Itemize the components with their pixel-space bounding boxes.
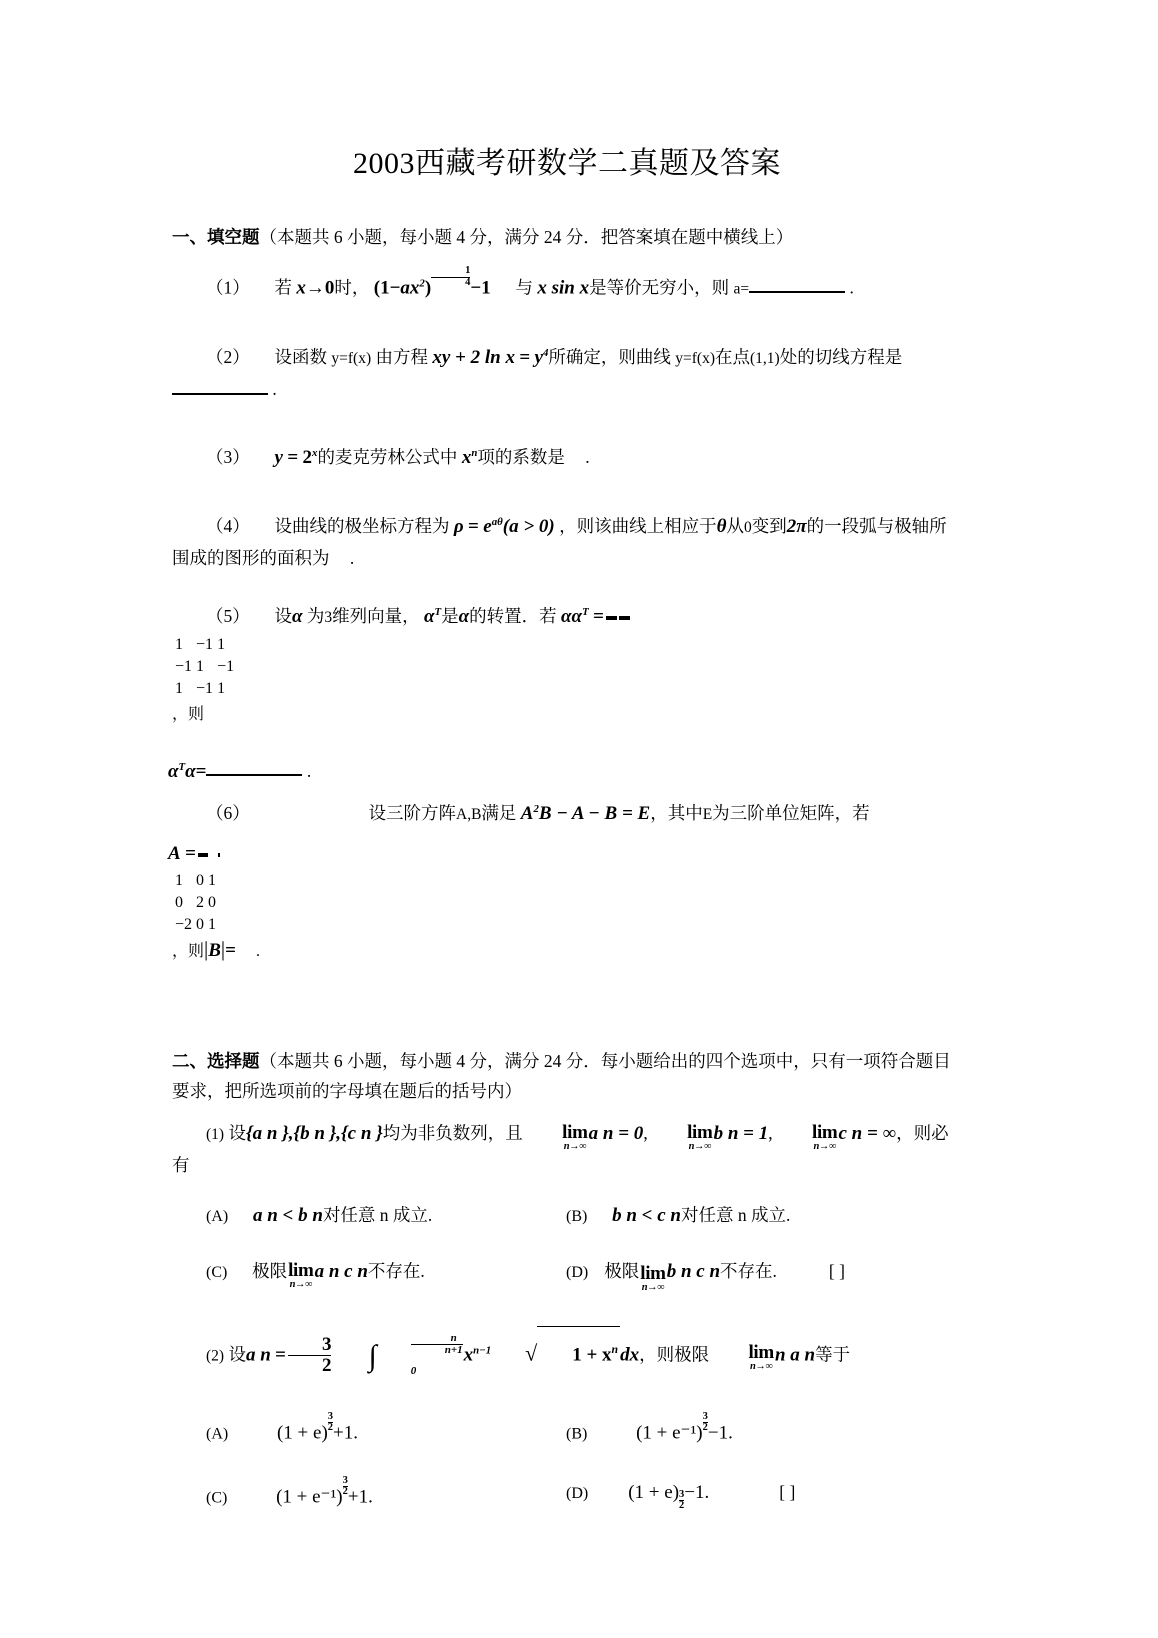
q2-text-c: 所确定，则曲线 (548, 347, 671, 368)
q1-expr-close: ) (424, 277, 432, 299)
c2-opt-A-exp-num: 3 (327, 1410, 334, 1422)
c2-answer-bracket[interactable]: [ ] (779, 1482, 796, 1503)
c1-opt-D-limit (640, 1264, 666, 1294)
q5-alpha-transpose: α (424, 605, 435, 627)
q5-tail-alpha: α (185, 760, 196, 782)
q4-text-e: 的一段弧与极轴所围成的图形的面积为 (172, 515, 947, 568)
c1-opt-B-expr: b n < c n (612, 1205, 681, 1227)
c2-an: a n (245, 1344, 271, 1366)
q5-text-a: 设 (274, 605, 292, 626)
c2-sqrt-body (537, 1326, 620, 1378)
q2-eq-left: xy + 2 ln x (432, 347, 515, 369)
q3-number: （3） (206, 446, 250, 467)
q5-text-d: 是 (441, 605, 459, 626)
q5-text-c: 维列向量， (332, 605, 420, 626)
choice-option-C[interactable] (206, 1256, 566, 1292)
q5-aat: αα (561, 605, 583, 627)
q5-alpha-transpose-sup: T (434, 605, 442, 618)
c1-opt-D-tail: 不存在. (720, 1261, 777, 1282)
q6-period: . (255, 943, 260, 961)
c1-limit-2 (653, 1123, 713, 1153)
q2-period: . (272, 379, 277, 400)
q2-point: (1,1) (750, 350, 780, 368)
q6-cell: 0 (196, 916, 205, 934)
q3-text-b: 项的系数是 (477, 446, 565, 467)
c2-opt-B-exp (703, 1412, 708, 1434)
q1-exp-den: 4 (431, 277, 470, 289)
c1-opt-C-expr: a n c n (314, 1261, 368, 1283)
c2-opt-C-base: (1 + e⁻¹) (276, 1486, 343, 1508)
c2-opt-D-tail: −1. (684, 1482, 710, 1504)
q4-text-c: 从 (726, 515, 744, 536)
q5-cell: −1 (196, 635, 214, 653)
q1-answer-blank[interactable] (749, 275, 845, 293)
q5-eq: = (593, 605, 604, 627)
q2-eq-right: y (534, 347, 543, 369)
q6-matrix-row (174, 893, 217, 913)
q1-text-d: 是等价无穷小，则 (589, 277, 730, 298)
c1-text-b: 均为非负数列，且 (382, 1123, 523, 1144)
q6-cell: 1 (208, 872, 217, 890)
q6-cell: 0 (196, 872, 205, 890)
c1-lim-2-op: lim (687, 1121, 713, 1143)
c2-opt-D-exp-num: 3 (679, 1488, 685, 1500)
q6-cell: 1 (208, 916, 217, 934)
q5-text-f: ，则 (172, 705, 205, 723)
q5-tail-eq: = (195, 760, 207, 782)
c1-text-a: 设 (228, 1123, 246, 1144)
q2-eq-right-sup: 4 (542, 347, 549, 360)
q6-number: （6） (206, 803, 250, 824)
q5-alpha-1: α (292, 605, 303, 627)
c2-opt-C-exp-den: 2 (342, 1486, 348, 1498)
c1-lim-3-op: lim (811, 1121, 838, 1143)
q2-eq-sign: = (519, 347, 531, 369)
q1-xsinx: x sin x (537, 277, 590, 299)
q4-cond: (a > 0) (502, 515, 555, 537)
choice2-option-A[interactable] (206, 1410, 566, 1449)
c2-opt-B-label: (B) (566, 1425, 588, 1443)
c1-lim-1-op: lim (562, 1121, 588, 1143)
c1-opt-C-prefix: 极限 (252, 1261, 288, 1282)
c2-opt-A-exp-den: 2 (327, 1422, 334, 1434)
q6-matrix-row (174, 871, 217, 891)
c2-dx: dx (620, 1344, 640, 1366)
q5-answer-blank[interactable] (206, 758, 302, 776)
q2-number: （2） (206, 347, 250, 368)
c1-limit-1 (528, 1123, 588, 1153)
c1-comma-1: , (643, 1123, 648, 1144)
c2-int-lower: 0 (410, 1364, 417, 1377)
q3-xn-sup: n (471, 447, 478, 460)
c1-lim-3-under: n→∞ (813, 1140, 836, 1152)
fill-question-6 (172, 794, 962, 830)
choice-question-1 (172, 1118, 962, 1180)
c2-opt-B-base: (1 + e⁻¹) (636, 1422, 703, 1444)
q1-label-a: a= (733, 280, 750, 298)
q4-rho: ρ (453, 515, 464, 537)
q2-text-b: 由方程 (375, 347, 428, 368)
c1-opt-D-prefix: 极限 (604, 1261, 640, 1282)
section-2-heading-detail: （本题共 6 小题，每小题 4 分，满分 24 分．每小题给出的四个选项中，只有一项符合题目要求，把所选项前的字母填在题后的括号内） (172, 1051, 951, 1102)
choice2-option-B[interactable] (566, 1410, 926, 1449)
q5-cell: 1 (217, 635, 226, 653)
q6-a-eq: = (185, 843, 196, 865)
c2-coef-num: 3 (321, 1333, 332, 1355)
q1-expr-a: ax (400, 277, 420, 299)
q1-text-a: 若 (274, 277, 292, 298)
c1-opt-B-label: (B) (566, 1208, 588, 1226)
q6-det-b: |B| (204, 937, 226, 962)
q2-text-a: 设函数 (274, 347, 327, 368)
q6-cell: 0 (175, 894, 183, 912)
q1-minus-one: −1 (470, 277, 491, 299)
q1-exp-num: 1 (465, 265, 471, 277)
c2-integrand-x: x (463, 1344, 474, 1366)
choice-question-1-options-row-1 (172, 1200, 962, 1232)
q5-cell: 1 (175, 635, 183, 653)
c2-lim-body: n a n (774, 1344, 816, 1366)
q6-cell: 1 (175, 872, 183, 890)
c1-opt-C-tail: 不存在. (367, 1261, 425, 1282)
c2-opt-B-exp-num: 3 (702, 1410, 708, 1422)
q5-aat-sup: T (582, 605, 589, 618)
q1-var-x: x (296, 277, 306, 299)
q6-text-c: ，其中 (650, 803, 703, 824)
q3-two-sup: x (312, 447, 318, 460)
q3-xn: x (461, 446, 472, 468)
c2-int-upper (377, 1333, 463, 1356)
q6-eq-expr: A (520, 803, 534, 825)
q4-e-sup: aθ (491, 515, 503, 528)
q6-text-d: 为三阶单位矩阵，若 (712, 803, 870, 824)
q5-cell: 1 (175, 679, 183, 697)
choice-option-B[interactable] (566, 1200, 926, 1232)
q6-eq-sup: 2 (533, 803, 539, 816)
q1-arrow: → (305, 277, 325, 299)
q5-cell: −1 (217, 657, 235, 675)
c2-opt-C-label: (C) (206, 1489, 228, 1507)
q4-twopi: 2π (786, 515, 807, 537)
q5-matrix-row (174, 679, 235, 699)
c2-opt-A-exp (328, 1412, 333, 1434)
c1-text-c: ，则必有 (172, 1123, 949, 1176)
choice-question-2-options-row-1 (172, 1410, 962, 1449)
c1-opt-A-tail: 对任意 n 成立. (322, 1205, 433, 1226)
q4-period: . (349, 547, 355, 568)
c2-opt-D-exp (679, 1490, 684, 1512)
c2-opt-B-exp-den: 2 (702, 1422, 708, 1434)
c1-opt-B-tail: 对任意 n 成立. (680, 1205, 791, 1226)
c2-limit (714, 1343, 774, 1373)
q4-text-d: 变到 (751, 515, 787, 536)
q3-two: 2 (302, 446, 313, 468)
c2-sqrt-sup: n (611, 1342, 619, 1356)
q5-alpha-2: α (458, 605, 470, 627)
q2-text-e: 处的切线方程是 (779, 347, 903, 368)
fill-question-5-tail (168, 752, 962, 787)
choice-question-2-options-row-2 (172, 1474, 962, 1513)
q4-theta: θ (716, 515, 727, 537)
integral-icon: ∫ (368, 1339, 377, 1373)
c2-opt-A-base: (1 + e) (276, 1422, 328, 1444)
q6-text-e: ，则 (172, 943, 205, 961)
c1-limit-3 (778, 1123, 838, 1153)
q5-number: （5） (206, 605, 250, 626)
q6-matrix (198, 853, 220, 857)
c2-opt-D-base: (1 + e) (628, 1482, 680, 1504)
q1-exponent-fraction (431, 266, 470, 288)
q5-cell: 1 (196, 657, 205, 675)
q6-a-label: A (168, 843, 181, 865)
q6-cell: 0 (208, 894, 217, 912)
fill-question-5 (172, 597, 962, 633)
c1-lim-1-under: n→∞ (563, 1140, 587, 1152)
c2-opt-C-exp (343, 1476, 348, 1498)
choice2-option-C[interactable] (206, 1474, 566, 1513)
c1-opt-D-expr: b n c n (666, 1261, 721, 1283)
c1-opt-D-label: (D) (566, 1264, 589, 1282)
q5-cell: −1 (175, 657, 193, 675)
c2-sqrt (491, 1326, 620, 1378)
choice2-option-D[interactable] (566, 1477, 926, 1513)
page-title: 2003西藏考研数学二真题及答案 (353, 147, 781, 180)
q3-text-a: 的麦克劳林公式中 (317, 446, 458, 467)
c2-opt-D-exp-den: 2 (679, 1500, 685, 1512)
section-1-heading-detail: （本题共 6 小题，每小题 4 分，满分 24 分．把答案填在题中横线上） (259, 227, 794, 247)
q5-text-e: 的转置．若 (469, 605, 557, 626)
c2-lim-under: n→∞ (750, 1361, 773, 1373)
section-1-heading (172, 222, 962, 252)
choice-question-1-options-row-2 (172, 1256, 962, 1292)
c1-opt-D-lim-under: n→∞ (641, 1282, 665, 1294)
c1-sets: {a n },{b n },{c n } (245, 1123, 383, 1145)
q2-yfx-1: y=f(x) (331, 350, 372, 368)
q4-e: e (483, 515, 492, 537)
q6-det-b-letter: B (208, 940, 221, 962)
fill-question-6-matrix-line (168, 838, 962, 869)
c2-int-upper-den: n+1 (411, 1344, 463, 1356)
c2-coef-den: 2 (288, 1355, 332, 1376)
q1-expr-sup2: 2 (419, 277, 425, 290)
q2-text-d: 在点 (715, 347, 751, 368)
fill-question-3 (172, 438, 962, 473)
q1-number: （1） (206, 277, 250, 298)
q3-period: . (585, 446, 590, 467)
c1-lim-3-body: c n = ∞ (838, 1123, 897, 1145)
q5-period: . (306, 760, 312, 781)
q5-tail-alpha-t: α (168, 760, 179, 782)
q5-matrix (606, 616, 630, 620)
q6-matrix-row (174, 915, 217, 935)
section-1-heading-label: 一、填空题 (172, 227, 260, 247)
c2-int-upper-num: n (450, 1331, 457, 1344)
c1-opt-D-lim-op: lim (640, 1263, 666, 1285)
q1-text-c: 与 (515, 277, 533, 298)
c2-opt-C-tail: +1. (347, 1486, 373, 1508)
c1-opt-A-expr: a n < b n (252, 1205, 323, 1227)
c1-opt-C-label: (C) (206, 1264, 228, 1282)
q4-number: （4） (206, 515, 250, 536)
section-2-heading (172, 1046, 962, 1106)
q6-text-b: 满足 (481, 803, 517, 824)
q4-text-a: 设曲线的极坐标方程为 (274, 515, 450, 536)
c2-opt-A-tail: +1. (333, 1422, 358, 1444)
fill-question-2 (172, 338, 962, 404)
q5-cell: 1 (217, 679, 226, 697)
q1-expr-open: (1− (373, 277, 401, 299)
c1-lim-2-under: n→∞ (688, 1140, 711, 1152)
c2-text-a: 设 (228, 1344, 246, 1365)
q5-tail-sup: T (178, 760, 186, 773)
c2-lim-op: lim (748, 1342, 774, 1364)
q1-zero: 0 (324, 277, 335, 299)
c2-sqrt-inner: 1 + x (572, 1344, 612, 1366)
q6-det-eq: = (225, 940, 236, 962)
q5-cell: −1 (196, 679, 214, 697)
c1-opt-C-lim-under: n→∞ (289, 1278, 312, 1290)
c2-text-c: 等于 (815, 1344, 851, 1365)
q3-eq: = (287, 446, 299, 468)
c2-number: (2) (206, 1347, 225, 1365)
c1-opt-C-lim-op: lim (288, 1259, 314, 1281)
fill-question-1 (172, 265, 962, 304)
choice-option-A[interactable] (206, 1200, 566, 1232)
q1-period: . (849, 277, 854, 298)
c2-coefficient-fraction (288, 1335, 332, 1376)
choice-option-D[interactable] (566, 1256, 926, 1292)
q3-y: y (274, 446, 283, 468)
q6-eq-expr2: B − A − B = E (538, 803, 651, 825)
q4-text-b: ，则该曲线上相应于 (559, 515, 717, 536)
c2-opt-B-tail: −1. (707, 1422, 733, 1444)
q6-ab: A,B (456, 806, 482, 824)
c1-comma-2: , (768, 1123, 773, 1144)
c2-text-b: ，则极限 (639, 1344, 710, 1365)
q6-text-a: 设三阶方阵 (368, 803, 456, 824)
c1-answer-bracket[interactable]: [ ] (828, 1261, 845, 1282)
c2-eq: = (275, 1344, 286, 1366)
c2-integrand-sup: n−1 (473, 1344, 492, 1357)
q5-matrix-row (174, 657, 235, 677)
q5-text-b: 为 (306, 605, 325, 626)
q2-yfx-2: y=f(x) (675, 350, 716, 368)
c1-opt-C-limit (288, 1261, 314, 1291)
c2-opt-D-label: (D) (566, 1485, 589, 1503)
q5-three: 3 (324, 608, 333, 626)
c2-integral (334, 1331, 463, 1379)
c1-lim-1-body: a n = 0 (588, 1123, 644, 1145)
q2-answer-blank[interactable] (172, 377, 268, 395)
c2-integral-limits (377, 1333, 463, 1378)
q4-eq: = (468, 515, 479, 537)
c1-lim-2-body: b n = 1 (713, 1123, 769, 1145)
radical-icon: √ (525, 1340, 538, 1366)
page-content (168, 0, 962, 1514)
q6-cell: −2 (175, 916, 193, 934)
q1-text-b: 时， (334, 277, 370, 298)
c1-number: (1) (206, 1126, 225, 1144)
q4-zero: 0 (743, 518, 752, 536)
q6-e-letter: E (702, 806, 713, 824)
c2-opt-A-label: (A) (206, 1425, 229, 1443)
q5-matrix-row (174, 635, 235, 655)
c2-opt-C-exp-num: 3 (342, 1474, 348, 1486)
fill-question-4 (172, 507, 962, 573)
choice-question-2 (172, 1326, 962, 1379)
q6-cell: 2 (196, 894, 205, 912)
section-2-heading-label: 二、选择题 (172, 1051, 260, 1072)
c1-opt-A-label: (A) (206, 1208, 229, 1226)
